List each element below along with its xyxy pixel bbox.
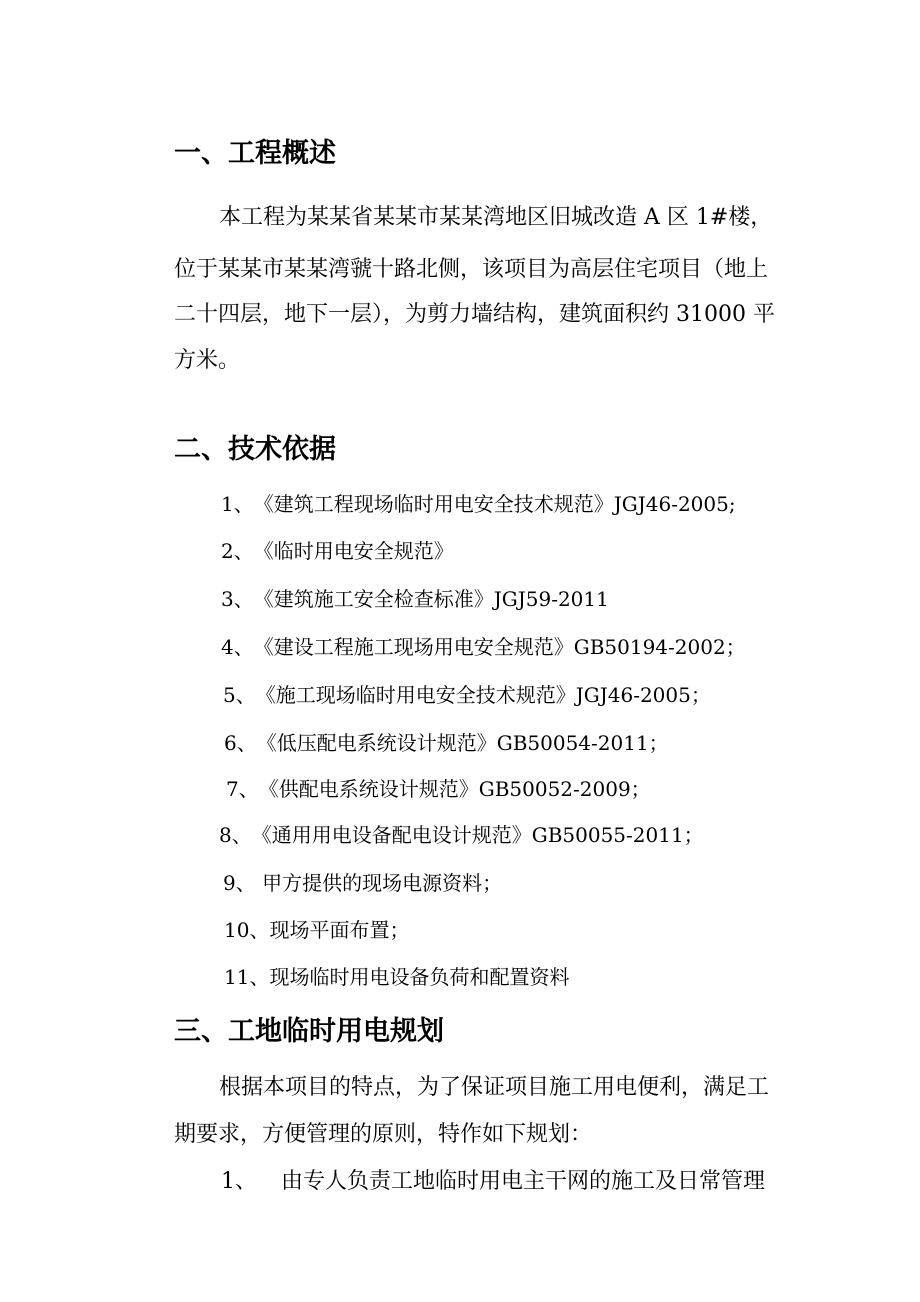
reference-item-9 (223, 869, 502, 897)
reference-text: 甲方提供的现场电源资料； (255, 871, 503, 895)
section-3-item-number: 1、 (221, 1169, 257, 1194)
reference-item-5 (223, 681, 711, 709)
reference-text: 《施工现场临时用电安全技术规范》JGJ46-2005； (255, 683, 711, 707)
reference-item-2 (221, 537, 454, 565)
section-3-line-1: 根据本项目的特点，为了保证项目施工用电便利，满足工 (219, 1075, 770, 1100)
reference-text: 《建筑工程现场临时用电安全技术规范》JGJ46-2005; (253, 492, 736, 516)
reference-text: 《通用用电设备配电设计规范》GB50055-2011； (251, 823, 704, 847)
reference-number: 3、 (221, 587, 254, 611)
reference-number: 8、 (219, 823, 252, 847)
reference-text: 现场平面布置； (269, 918, 410, 942)
reference-text: 《供配电系统设计规范》GB50052-2009； (258, 777, 651, 801)
section-1-line-4: 方米。 (174, 348, 241, 373)
reference-item-7 (226, 775, 651, 803)
section-3-line-2: 期要求，方便管理的原则，特作如下规划： (174, 1122, 593, 1147)
reference-text: 《临时用电安全规范》 (253, 539, 454, 563)
reference-number: 10、 (224, 918, 270, 942)
section-3-item-text: 由专人负责工地临时用电主干网的施工及日常管理 (281, 1169, 766, 1194)
section-3-heading: 三、工地临时用电规划 (174, 1016, 444, 1047)
section-3-item-1 (221, 1167, 765, 1197)
reference-item-4 (221, 633, 746, 661)
section-1-line-1: 本工程为某某省某某市某某湾地区旧城改造 A 区 1#楼， (219, 205, 773, 230)
reference-item-6 (224, 729, 669, 757)
section-1-line-3: 二十四层，地下一层），为剪力墙结构，建筑面积约 31000 平 (174, 302, 775, 327)
reference-item-1 (221, 490, 736, 518)
section-1-heading: 一、工程概述 (174, 138, 336, 169)
reference-number: 11、 (224, 965, 270, 989)
reference-text: 《低压配电系统设计规范》GB50054-2011； (256, 731, 669, 755)
section-1-line-2: 位于某某市某某湾虢十路北侧，该项目为高层住宅项目（地上 (174, 257, 769, 282)
reference-text: 《建设工程施工现场用电安全规范》GB50194-2002； (253, 635, 746, 659)
section-2-heading: 二、技术依据 (174, 434, 336, 465)
reference-item-8 (219, 821, 704, 849)
reference-item-11 (224, 963, 569, 991)
reference-number: 4、 (221, 635, 254, 659)
reference-number: 6、 (224, 731, 257, 755)
reference-number: 7、 (226, 777, 259, 801)
reference-number: 5、 (223, 683, 256, 707)
reference-item-10 (224, 916, 409, 944)
reference-number: 2、 (221, 539, 254, 563)
reference-number: 1、 (221, 492, 254, 516)
reference-text: 《建筑施工安全检查标准》JGJ59-2011 (253, 587, 609, 611)
reference-item-3 (221, 585, 609, 613)
reference-number: 9、 (223, 871, 256, 895)
reference-text: 现场临时用电设备负荷和配置资料 (269, 965, 570, 989)
